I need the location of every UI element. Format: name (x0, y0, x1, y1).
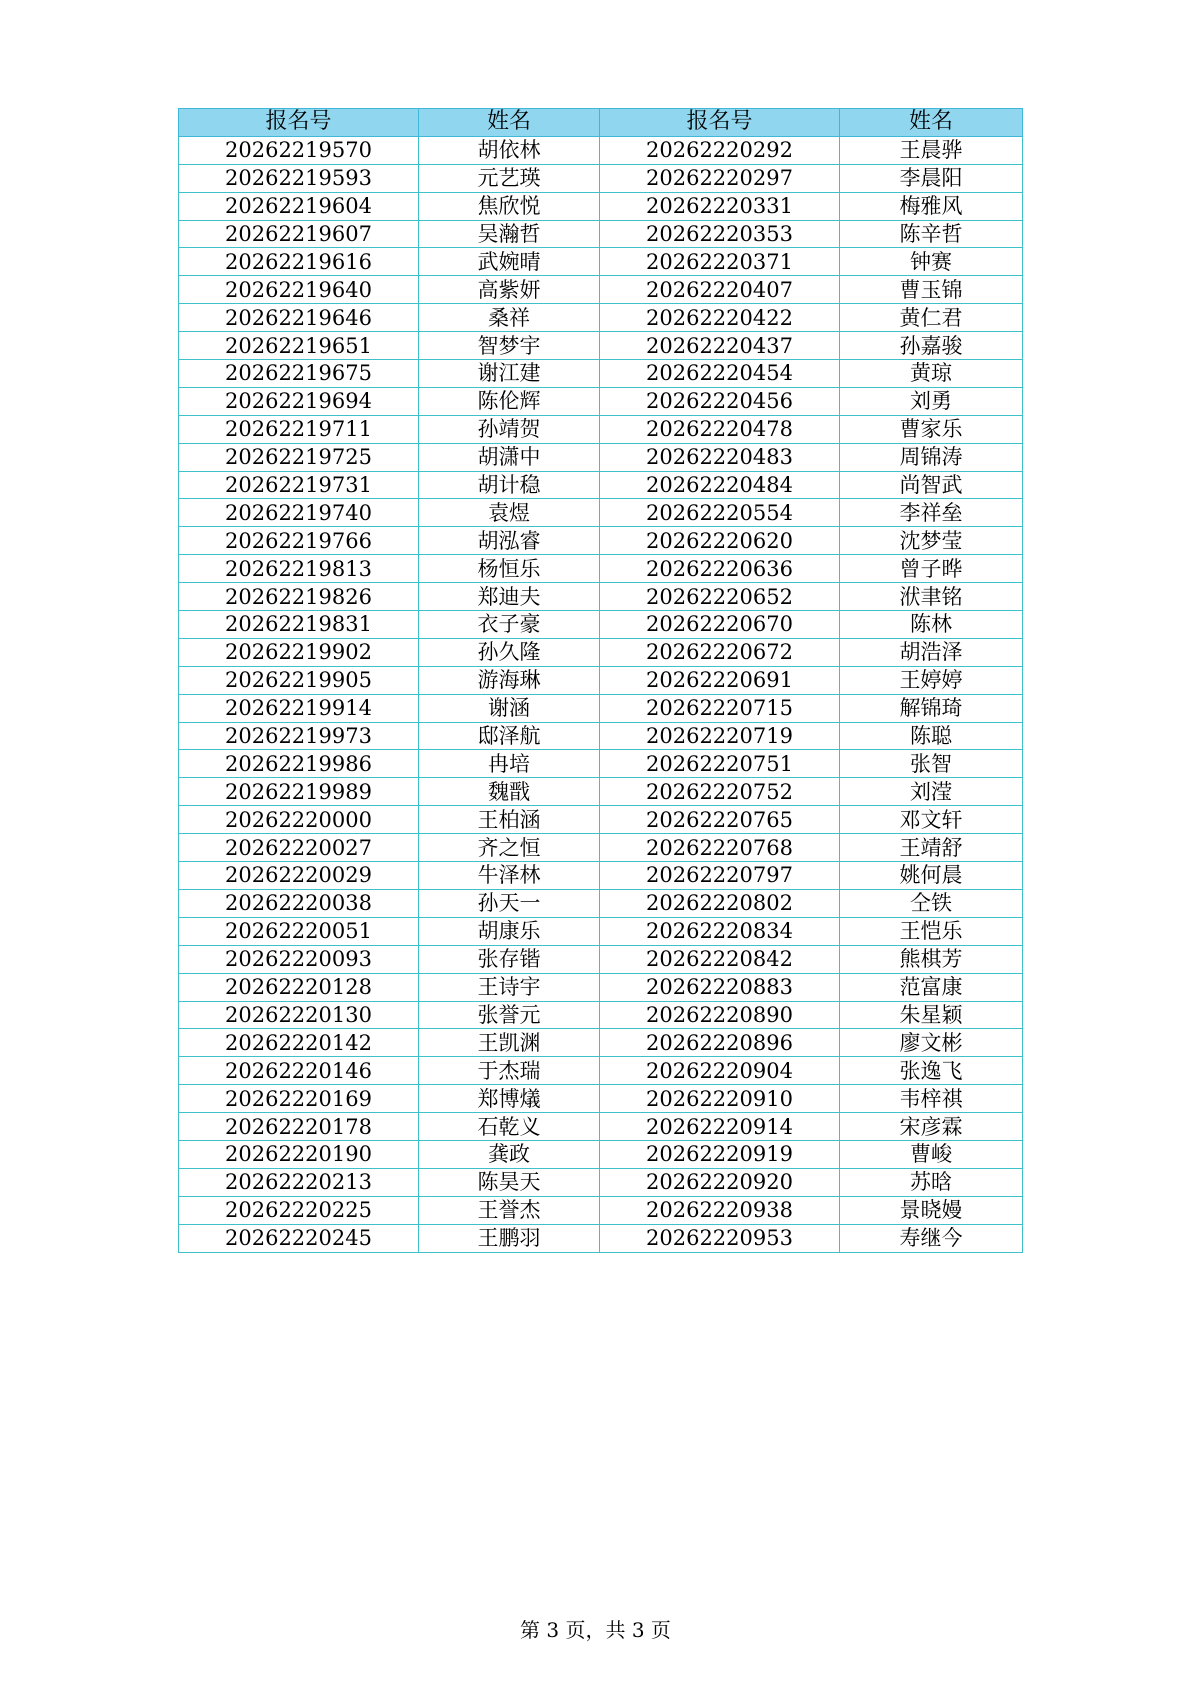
name-cell: 曾子晔 (840, 555, 1023, 583)
name-cell: 苏晗 (840, 1168, 1023, 1196)
registration-number-cell: 20262220169 (179, 1085, 419, 1113)
name-cell: 衣子豪 (419, 611, 600, 639)
table-row (179, 1140, 1023, 1168)
name-cell: 周锦涛 (840, 443, 1023, 471)
name-cell: 钟赛 (840, 248, 1023, 276)
table-row (179, 443, 1023, 471)
name-cell: 张存锴 (419, 945, 600, 973)
registration-number-cell: 20262220890 (600, 1001, 840, 1029)
table-row (179, 778, 1023, 806)
name-cell: 冉培 (419, 750, 600, 778)
name-cell: 石乾义 (419, 1113, 600, 1141)
name-cell: 郑博燨 (419, 1085, 600, 1113)
registration-number-cell: 20262220484 (600, 471, 840, 499)
table-row (179, 638, 1023, 666)
name-cell: 廖文彬 (840, 1029, 1023, 1057)
registration-number-cell: 20262220802 (600, 889, 840, 917)
name-cell: 王诗宇 (419, 973, 600, 1001)
registration-number-cell: 20262220797 (600, 862, 840, 890)
registration-number-cell: 20262219593 (179, 164, 419, 192)
registration-number-cell: 20262219902 (179, 638, 419, 666)
name-cell: 寿继今 (840, 1224, 1023, 1252)
registration-number-cell: 20262219986 (179, 750, 419, 778)
registration-number-cell: 20262220027 (179, 834, 419, 862)
name-cell: 宋彦霖 (840, 1113, 1023, 1141)
name-cell: 沈梦莹 (840, 527, 1023, 555)
registration-number-cell: 20262220000 (179, 806, 419, 834)
name-cell: 张智 (840, 750, 1023, 778)
registration-number-cell: 20262220454 (600, 360, 840, 388)
name-cell: 仝铁 (840, 889, 1023, 917)
table-row (179, 945, 1023, 973)
table-row (179, 694, 1023, 722)
name-cell: 范富康 (840, 973, 1023, 1001)
name-cell: 洑聿铭 (840, 583, 1023, 611)
registration-number-cell: 20262220751 (600, 750, 840, 778)
table-row (179, 527, 1023, 555)
name-cell: 孙嘉骏 (840, 332, 1023, 360)
registration-number-cell: 20262220670 (600, 611, 840, 639)
name-cell: 王靖舒 (840, 834, 1023, 862)
name-cell: 孙久隆 (419, 638, 600, 666)
name-cell: 游海琳 (419, 666, 600, 694)
registration-table (178, 108, 1023, 1253)
registration-number-cell: 20262220371 (600, 248, 840, 276)
name-cell: 牛泽林 (419, 862, 600, 890)
name-cell: 黄琼 (840, 360, 1023, 388)
name-cell: 智梦宇 (419, 332, 600, 360)
name-cell: 黄仁君 (840, 304, 1023, 332)
name-cell: 邓文轩 (840, 806, 1023, 834)
table-row (179, 1196, 1023, 1224)
name-cell: 杨恒乐 (419, 555, 600, 583)
header-name: 姓名 (840, 109, 1023, 137)
name-cell: 刘滢 (840, 778, 1023, 806)
registration-number-cell: 20262220456 (600, 387, 840, 415)
name-cell: 胡康乐 (419, 917, 600, 945)
registration-number-cell: 20262220636 (600, 555, 840, 583)
table-row (179, 1057, 1023, 1085)
name-cell: 于杰瑞 (419, 1057, 600, 1085)
registration-number-cell: 20262220919 (600, 1140, 840, 1168)
registration-number-cell: 20262219604 (179, 192, 419, 220)
registration-number-cell: 20262220920 (600, 1168, 840, 1196)
table-row (179, 583, 1023, 611)
table-row (179, 1085, 1023, 1113)
name-cell: 王晨骅 (840, 136, 1023, 164)
registration-number-cell: 20262220652 (600, 583, 840, 611)
name-cell: 魏戬 (419, 778, 600, 806)
registration-number-cell: 20262220178 (179, 1113, 419, 1141)
registration-number-cell: 20262220128 (179, 973, 419, 1001)
name-cell: 姚何晨 (840, 862, 1023, 890)
table-row (179, 248, 1023, 276)
registration-number-cell: 20262219973 (179, 722, 419, 750)
registration-number-cell: 20262219731 (179, 471, 419, 499)
name-cell: 王柏涵 (419, 806, 600, 834)
registration-number-cell: 20262219826 (179, 583, 419, 611)
table-header-row (179, 109, 1023, 137)
registration-number-cell: 20262219989 (179, 778, 419, 806)
registration-number-cell: 20262220896 (600, 1029, 840, 1057)
name-cell: 梅雅风 (840, 192, 1023, 220)
registration-number-cell: 20262220093 (179, 945, 419, 973)
name-cell: 胡潇中 (419, 443, 600, 471)
registration-number-cell: 20262220190 (179, 1140, 419, 1168)
name-cell: 曹家乐 (840, 415, 1023, 443)
registration-number-cell: 20262220331 (600, 192, 840, 220)
registration-number-cell: 20262220353 (600, 220, 840, 248)
name-cell: 孙靖贺 (419, 415, 600, 443)
name-cell: 李祥垒 (840, 499, 1023, 527)
registration-number-cell: 20262220213 (179, 1168, 419, 1196)
name-cell: 高紫妍 (419, 276, 600, 304)
registration-number-cell: 20262219740 (179, 499, 419, 527)
registration-number-cell: 20262220407 (600, 276, 840, 304)
registration-number-cell: 20262220422 (600, 304, 840, 332)
name-cell: 胡泓睿 (419, 527, 600, 555)
name-cell: 武婉晴 (419, 248, 600, 276)
table-row (179, 917, 1023, 945)
table-row (179, 889, 1023, 917)
registration-number-cell: 20262219607 (179, 220, 419, 248)
table-row (179, 722, 1023, 750)
name-cell: 谢江建 (419, 360, 600, 388)
registration-number-cell: 20262220953 (600, 1224, 840, 1252)
registration-number-cell: 20262220768 (600, 834, 840, 862)
header-registration-number: 报名号 (600, 109, 840, 137)
registration-number-cell: 20262220478 (600, 415, 840, 443)
name-cell: 郑迪夫 (419, 583, 600, 611)
table-row (179, 332, 1023, 360)
name-cell: 王婷婷 (840, 666, 1023, 694)
name-cell: 胡计稳 (419, 471, 600, 499)
registration-number-cell: 20262219694 (179, 387, 419, 415)
table-row (179, 415, 1023, 443)
registration-number-cell: 20262220483 (600, 443, 840, 471)
table-row (179, 834, 1023, 862)
table-row (179, 1001, 1023, 1029)
registration-number-cell: 20262220297 (600, 164, 840, 192)
registration-number-cell: 20262220029 (179, 862, 419, 890)
table-row (179, 387, 1023, 415)
registration-number-cell: 20262220938 (600, 1196, 840, 1224)
name-cell: 曹玉锦 (840, 276, 1023, 304)
name-cell: 吴瀚哲 (419, 220, 600, 248)
registration-number-cell: 20262220691 (600, 666, 840, 694)
table-row (179, 1029, 1023, 1057)
registration-number-cell: 20262220715 (600, 694, 840, 722)
registration-number-cell: 20262220883 (600, 973, 840, 1001)
table-row (179, 750, 1023, 778)
name-cell: 胡浩泽 (840, 638, 1023, 666)
name-cell: 陈昊天 (419, 1168, 600, 1196)
name-cell: 熊棋芳 (840, 945, 1023, 973)
registration-number-cell: 20262220834 (600, 917, 840, 945)
name-cell: 王凯渊 (419, 1029, 600, 1057)
registration-number-cell: 20262220051 (179, 917, 419, 945)
name-cell: 陈林 (840, 611, 1023, 639)
registration-number-cell: 20262220765 (600, 806, 840, 834)
registration-number-cell: 20262220245 (179, 1224, 419, 1252)
header-registration-number: 报名号 (179, 109, 419, 137)
registration-number-cell: 20262220437 (600, 332, 840, 360)
name-cell: 韦梓祺 (840, 1085, 1023, 1113)
name-cell: 元艺瑛 (419, 164, 600, 192)
registration-number-cell: 20262219651 (179, 332, 419, 360)
registration-number-cell: 20262219646 (179, 304, 419, 332)
table-row (179, 499, 1023, 527)
name-cell: 景晓嫚 (840, 1196, 1023, 1224)
registration-number-cell: 20262220146 (179, 1057, 419, 1085)
name-cell: 桑祥 (419, 304, 600, 332)
page-indicator: 第 3 页，共 3 页 (520, 1618, 671, 1642)
name-cell: 王誉杰 (419, 1196, 600, 1224)
name-cell: 张逸飞 (840, 1057, 1023, 1085)
registration-number-cell: 20262219813 (179, 555, 419, 583)
registration-number-cell: 20262220672 (600, 638, 840, 666)
table-row (179, 360, 1023, 388)
table-row (179, 192, 1023, 220)
name-cell: 谢涵 (419, 694, 600, 722)
table-row (179, 1168, 1023, 1196)
table-row (179, 862, 1023, 890)
registration-number-cell: 20262219766 (179, 527, 419, 555)
registration-number-cell: 20262220842 (600, 945, 840, 973)
registration-number-cell: 20262220719 (600, 722, 840, 750)
name-cell: 曹峻 (840, 1140, 1023, 1168)
table-row (179, 611, 1023, 639)
registration-number-cell: 20262220038 (179, 889, 419, 917)
registration-number-cell: 20262219914 (179, 694, 419, 722)
registration-number-cell: 20262220292 (600, 136, 840, 164)
name-cell: 邸泽航 (419, 722, 600, 750)
name-cell: 解锦琦 (840, 694, 1023, 722)
name-cell: 龚政 (419, 1140, 600, 1168)
registration-number-cell: 20262219711 (179, 415, 419, 443)
name-cell: 袁煜 (419, 499, 600, 527)
registration-number-cell: 20262220554 (600, 499, 840, 527)
header-name: 姓名 (419, 109, 600, 137)
table-row (179, 666, 1023, 694)
table-row (179, 973, 1023, 1001)
table-body (179, 136, 1023, 1252)
registration-number-cell: 20262219831 (179, 611, 419, 639)
registration-number-cell: 20262219675 (179, 360, 419, 388)
registration-number-cell: 20262220914 (600, 1113, 840, 1141)
registration-number-cell: 20262220142 (179, 1029, 419, 1057)
registration-number-cell: 20262219725 (179, 443, 419, 471)
registration-number-cell: 20262220904 (600, 1057, 840, 1085)
table-row (179, 471, 1023, 499)
table-row (179, 806, 1023, 834)
table-row (179, 1224, 1023, 1252)
registration-number-cell: 20262219616 (179, 248, 419, 276)
name-cell: 陈聪 (840, 722, 1023, 750)
name-cell: 齐之恒 (419, 834, 600, 862)
registration-number-cell: 20262220620 (600, 527, 840, 555)
registration-number-cell: 20262220910 (600, 1085, 840, 1113)
name-cell: 张誉元 (419, 1001, 600, 1029)
registration-number-cell: 20262220225 (179, 1196, 419, 1224)
name-cell: 胡依林 (419, 136, 600, 164)
name-cell: 王恺乐 (840, 917, 1023, 945)
table-row (179, 136, 1023, 164)
registration-number-cell: 20262220752 (600, 778, 840, 806)
name-cell: 朱星颖 (840, 1001, 1023, 1029)
table-row (179, 1113, 1023, 1141)
name-cell: 王鹏羽 (419, 1224, 600, 1252)
registration-number-cell: 20262219570 (179, 136, 419, 164)
registration-number-cell: 20262219640 (179, 276, 419, 304)
registration-number-cell: 20262219905 (179, 666, 419, 694)
name-cell: 刘勇 (840, 387, 1023, 415)
name-cell: 尚智武 (840, 471, 1023, 499)
table-row (179, 276, 1023, 304)
name-cell: 孙天一 (419, 889, 600, 917)
name-cell: 陈辛哲 (840, 220, 1023, 248)
table-row (179, 164, 1023, 192)
table-row (179, 555, 1023, 583)
name-cell: 焦欣悦 (419, 192, 600, 220)
name-cell: 李晨阳 (840, 164, 1023, 192)
name-cell: 陈伦辉 (419, 387, 600, 415)
table-row (179, 304, 1023, 332)
table-row (179, 220, 1023, 248)
registration-number-cell: 20262220130 (179, 1001, 419, 1029)
